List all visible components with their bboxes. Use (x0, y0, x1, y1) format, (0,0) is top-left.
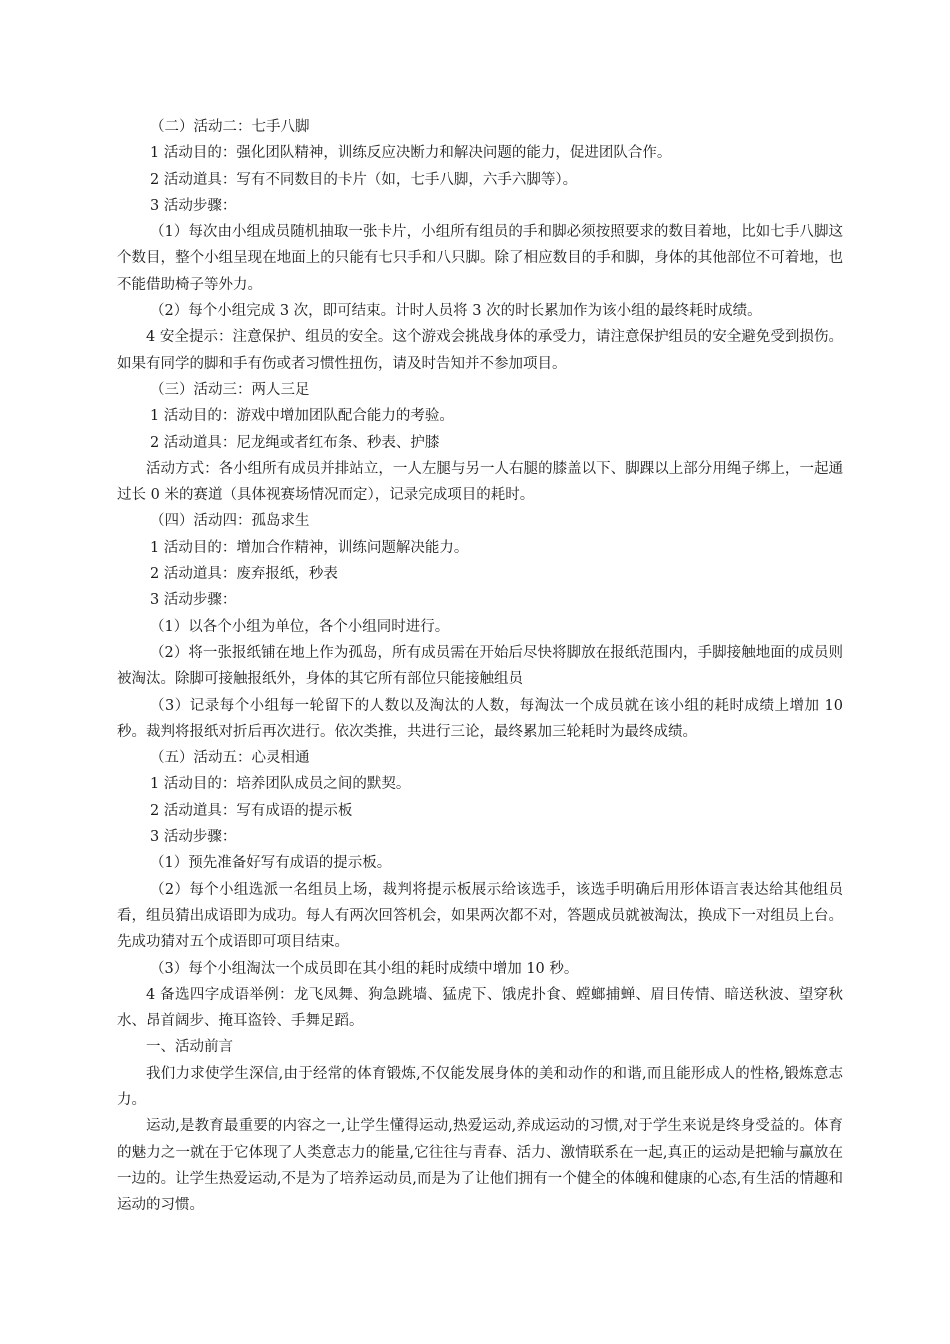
paragraph: （1）以各个小组为单位，各个小组同时进行。 (150, 618, 450, 635)
paragraph: 1 活动目的：游戏中增加团队配合能力的考验。 (150, 408, 454, 425)
paragraph: （2）每个小组完成 3 次，即可结束。计时人员将 3 次的时长累加作为该小组的最终耗时成绩。 (150, 303, 762, 320)
paragraph: （2）将一张报纸铺在地上作为孤岛，所有成员需在开始后尽快将脚放在报纸范围内，手脚接触地面的成员则被淘汰。除脚可接触报纸外，身体的其它所有部位只能接触组员 (117, 644, 843, 688)
paragraph: 2 活动道具：写有成语的提示板 (150, 802, 353, 819)
paragraph: 我们力求使学生深信,由于经常的体育锻炼,不仅能发展身体的美和动作的和谐,而且能形成人的性格,锻炼意志力。 (117, 1065, 843, 1108)
paragraph: 一、活动前言 (146, 1039, 233, 1056)
paragraph: 3 活动步骤： (150, 829, 237, 846)
paragraph: 运动,是教育最重要的内容之一,让学生懂得运动,热爱运动,养成运动的习惯,对于学生来说是终身受益的。体育的魅力之一就在于它体现了人类意志力的能量,它往往与青春、活力、激情联系在一起,真正的运动是把输与赢放在一边的。让学生热爱运动,不是为了培养运动员,而是为了让他们拥有一个健全的体魄和健康的心态,有生活的情趣和运动的习惯。 (117, 1118, 843, 1214)
paragraph: （3）每个小组淘汰一个成员即在其小组的耗时成绩中增加 10 秒。 (150, 960, 579, 977)
paragraph: （五）活动五：心灵相通 (150, 750, 310, 767)
paragraph: 2 活动道具：尼龙绳或者红布条、秒表、护膝 (150, 434, 440, 451)
paragraph: 1 活动目的：增加合作精神，训练问题解决能力。 (150, 539, 469, 556)
paragraph: （2）每个小组选派一名组员上场，裁判将提示板展示给该选手，该选手明确后用形体语言表达给其他组员看，组员猜出成语即为成功。每人有两次回答机会，如果两次都不对，答题成员就被淘汰，换成下一对组员上台。先成功猜对五个成语即可项目结束。 (117, 881, 843, 951)
paragraph: 2 活动道具：写有不同数目的卡片（如，七手八脚，六手六脚等）。 (150, 171, 578, 188)
paragraph: （1）预先准备好写有成语的提示板。 (150, 855, 392, 872)
paragraph: （三）活动三：两人三足 (150, 381, 310, 398)
paragraph: （3）记录每个小组每一轮留下的人数以及淘汰的人数，每淘汰一个成员就在该小组的耗时成绩上增加 10 秒。裁判将报纸对折后再次进行。依次类推，共进行三论，最终累加三轮耗时为最终成绩。 (117, 697, 843, 740)
paragraph: 1 活动目的：强化团队精神，训练反应决断力和解决问题的能力，促进团队合作。 (150, 145, 672, 162)
paragraph: 1 活动目的：培养团队成员之间的默契。 (150, 776, 411, 793)
paragraph: 4 安全提示：注意保护、组员的安全。这个游戏会挑战身体的承受力，请注意保护组员的安全避免受到损伤。如果有同学的脚和手有伤或者习惯性扭伤，请及时告知并不参加项目。 (117, 329, 843, 372)
paragraph: 4 备选四字成语举例：龙飞凤舞、狗急跳墙、猛虎下、饿虎扑食、螳螂捕蝉、眉目传情、暗送秋波、望穿秋水、昂首阔步、掩耳盗铃、手舞足蹈。 (117, 986, 843, 1030)
paragraph: （1）每次由小组成员随机抽取一张卡片，小组所有组员的手和脚必须按照要求的数目着地，比如七手八脚这个数目，整个小组呈现在地面上的只能有七只手和八只脚。除了相应数目的手和脚，身体的其他部位不可着地，也不能借助椅子等外力。 (117, 224, 843, 293)
paragraph: 3 活动步骤： (150, 197, 237, 214)
paragraph: 活动方式：各小组所有成员并排站立，一人左腿与另一人右腿的膝盖以下、脚踝以上部分用绳子绑上，一起通过长 0 米的赛道（具体视赛场情况而定），记录完成项目的耗时。 (117, 460, 843, 504)
paragraph: （四）活动四：孤岛求生 (150, 513, 310, 530)
paragraph: 3 活动步骤： (150, 592, 237, 609)
paragraph: 2 活动道具：废弃报纸，秒表 (150, 566, 338, 583)
paragraph: （二）活动二：七手八脚 (150, 119, 310, 135)
document-body (117, 114, 843, 1218)
